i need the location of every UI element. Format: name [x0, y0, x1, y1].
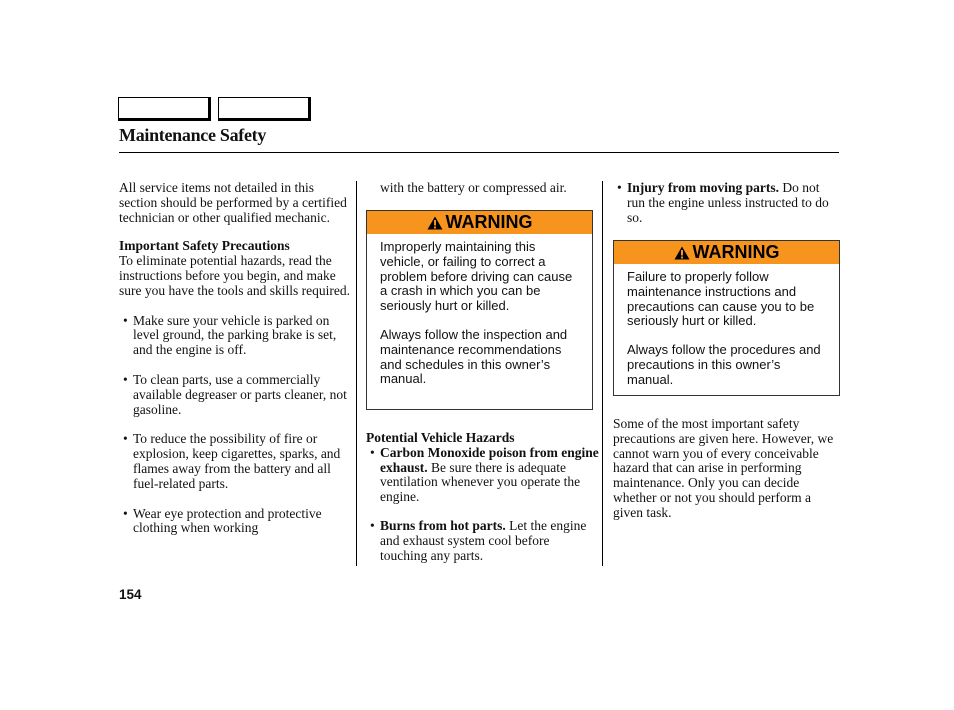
warning-header — [614, 241, 839, 264]
hazard-text: Let the engine and exhaust system cool before touching any parts. — [380, 517, 587, 563]
nav-button-1[interactable] — [118, 97, 211, 121]
list-item: • To clean parts, use a commercially available degreaser or parts cleaner, not gasoline. — [119, 373, 351, 417]
precautions-text: To eliminate potential hazards, read the instructions before you begin, and make sure you have the tools and skills required. — [119, 253, 350, 298]
warning-text-1: Improperly maintaining this vehicle, or failing to correct a problem before driving can cause a crash in which you can be seriously hurt or killed. — [380, 239, 573, 314]
column-2-top — [380, 181, 600, 196]
warning-label: WARNING — [445, 212, 533, 232]
warning-triangle-icon — [427, 216, 443, 230]
column-3-bottom — [613, 417, 841, 521]
warning-label: WARNING — [692, 242, 780, 262]
warning-header — [367, 211, 592, 234]
column-divider-1 — [356, 181, 357, 566]
hazard-text: Be sure there is adequate ventilation whenever you operate the engine. — [380, 459, 581, 505]
list-item: • Make sure your vehicle is parked on level ground, the parking brake is set, and the engine is off. — [119, 314, 351, 358]
column-2-bottom — [366, 431, 600, 563]
hazard-title: Burns from hot parts. — [380, 517, 506, 533]
page-title: Maintenance Safety — [119, 125, 267, 145]
warning-text-2: Always follow the procedures and precautions in this owner’s manual. — [627, 342, 821, 387]
list-item: • Wear eye protection and protective clothing when working — [119, 507, 351, 537]
column-1 — [119, 181, 351, 536]
warning-box-2 — [613, 240, 840, 396]
hazards-heading: Potential Vehicle Hazards — [366, 430, 515, 445]
column-divider-2 — [602, 181, 603, 566]
hazard-text: Do not run the engine unless instructed to do so. — [627, 180, 829, 225]
warning-body — [367, 234, 592, 387]
warning-body — [614, 264, 839, 388]
nav-button-2[interactable] — [218, 97, 311, 121]
closing-paragraph: Some of the most important safety precautions are given here. However, we cannot warn you of every conceivable hazard that can arise in performing maintenance. Only you can decide whether or not you should perform a given task. — [613, 416, 834, 520]
warning-text-1: Failure to properly follow maintenance instructions and precautions can cause you to be seriously hurt or killed. — [627, 269, 815, 329]
hazard-title: Injury from moving parts. — [627, 180, 780, 195]
precautions-heading: Important Safety Precautions — [119, 238, 290, 254]
intro-paragraph: All service items not detailed in this section should be performed by a certified technician or other qualified mechanic. — [119, 180, 347, 225]
list-item — [366, 519, 600, 563]
continuation-text: with the battery or compressed air. — [380, 180, 567, 195]
warning-triangle-icon — [674, 246, 690, 260]
list-item: • To reduce the possibility of fire or explosion, keep cigarettes, sparks, and flames away from the battery and all fuel-related parts. — [119, 432, 351, 491]
page-number: 154 — [119, 587, 142, 602]
warning-text-2: Always follow the inspection and maintenance recommendations and schedules in this owner’s manual. — [380, 326, 568, 387]
column-3-top — [613, 181, 829, 225]
title-rule — [119, 152, 839, 153]
list-item — [613, 181, 829, 225]
list-item — [366, 446, 600, 505]
hazard-title: Carbon Monoxide poison from engine exhaust. — [380, 444, 599, 475]
warning-box-1 — [366, 210, 593, 410]
